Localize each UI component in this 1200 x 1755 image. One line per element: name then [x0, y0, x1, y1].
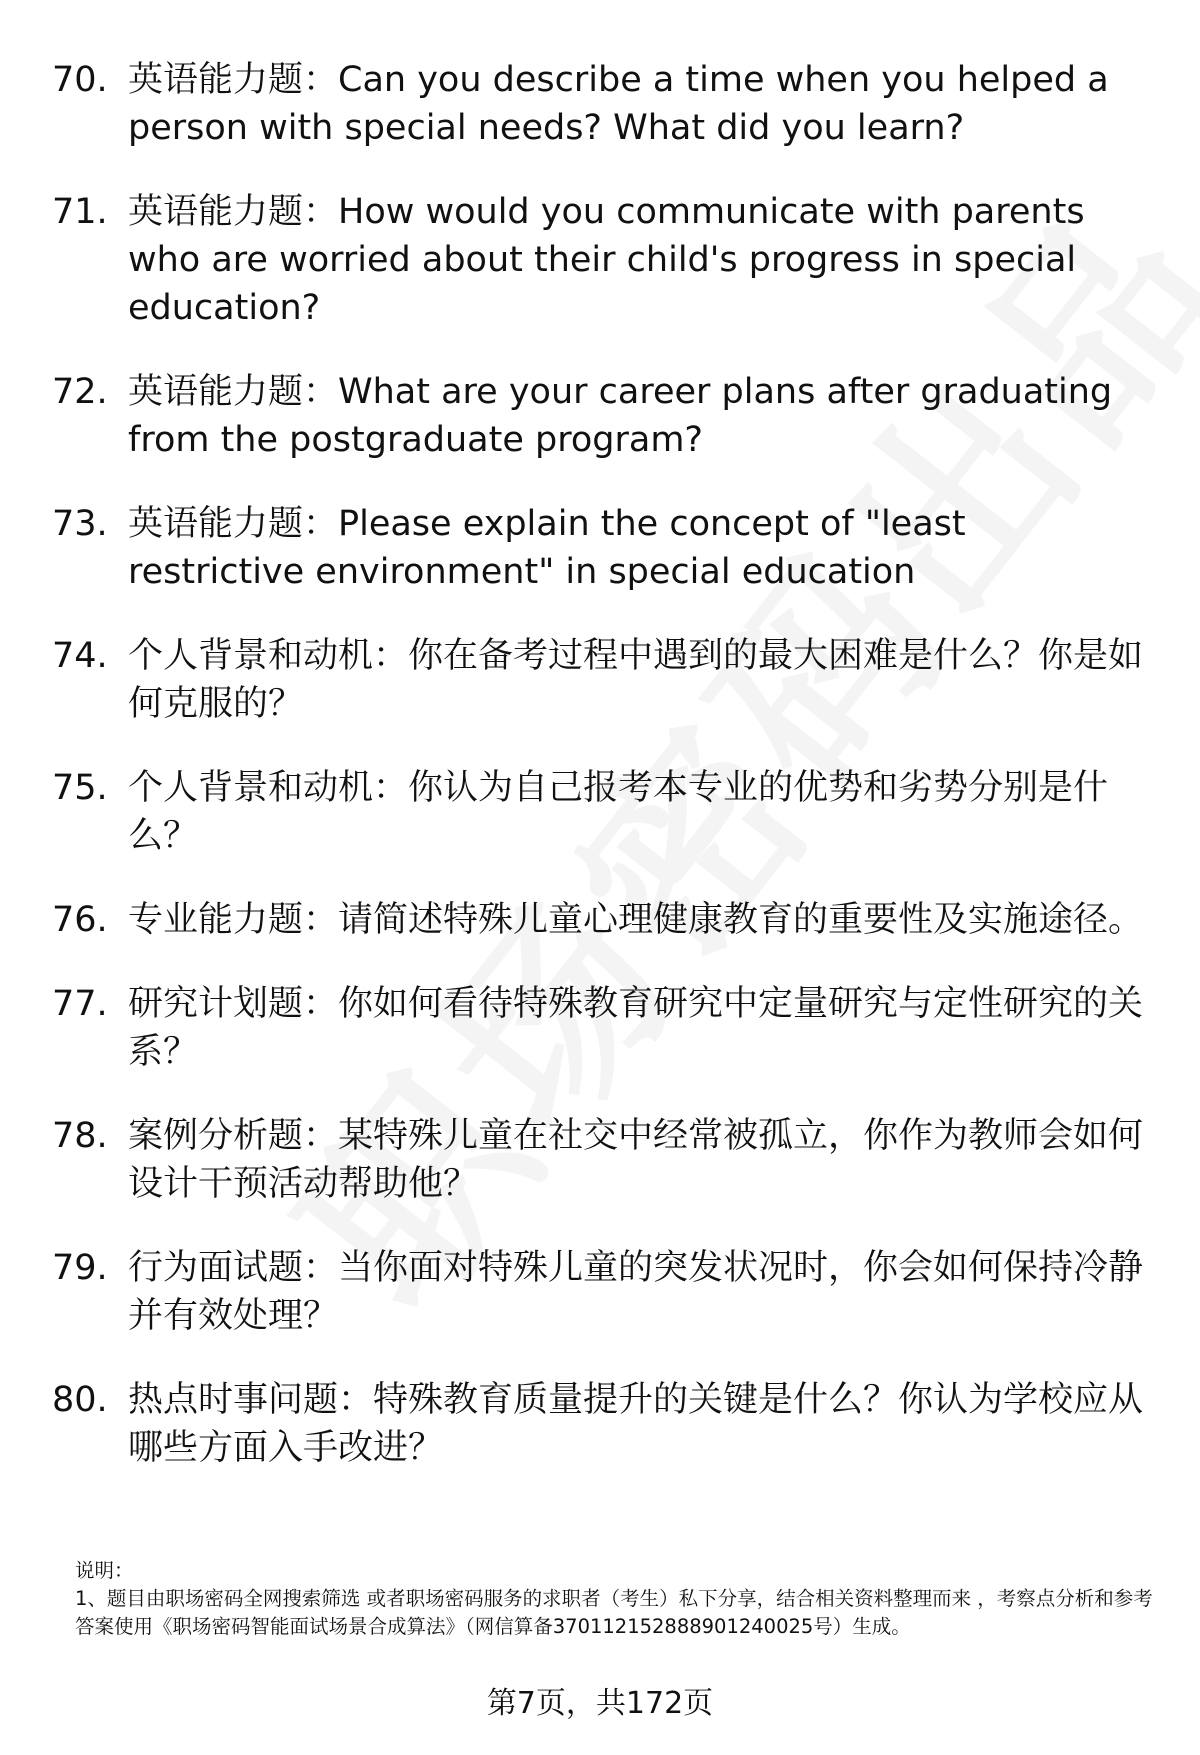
question-text: 英语能力题：Please explain the concept of "least restrictive environment" in special education: [128, 504, 966, 592]
question-number: 74.: [52, 636, 108, 676]
notes-heading: 说明：: [75, 1559, 134, 1582]
question-item: [52, 56, 1152, 152]
question-item: [52, 368, 1152, 464]
question-item: [52, 1244, 1152, 1340]
question-item: [52, 500, 1152, 596]
question-list: [52, 56, 1152, 1508]
question-item: [52, 764, 1152, 860]
question-number: 79.: [52, 1248, 108, 1288]
question-text: 英语能力题：What are your career plans after graduating from the postgraduate program?: [128, 372, 1113, 460]
question-number: 78.: [52, 1116, 108, 1156]
question-number: 77.: [52, 984, 108, 1024]
question-text: 研究计划题：你如何看待特殊教育研究中定量研究与定性研究的关系？: [128, 984, 1144, 1072]
question-number: 75.: [52, 768, 108, 808]
question-number: 70.: [52, 60, 108, 100]
question-text: 英语能力题：Can you describe a time when you helped a person with special needs? What did you learn?: [128, 60, 1109, 148]
question-text: 行为面试题：当你面对特殊儿童的突发状况时，你会如何保持冷静并有效处理？: [128, 1248, 1144, 1336]
question-number: 80.: [52, 1380, 108, 1420]
question-text: 专业能力题：请简述特殊儿童心理健康教育的重要性及实施途径。: [128, 900, 1144, 940]
question-text: 个人背景和动机：你认为自己报考本专业的优势和劣势分别是什么？: [128, 768, 1109, 856]
notes-section: [75, 1557, 1160, 1641]
question-text: 热点时事问题：特殊教育质量提升的关键是什么？你认为学校应从哪些方面入手改进？: [128, 1380, 1144, 1468]
question-number: 72.: [52, 372, 108, 412]
notes-body: 1、题目由职场密码全网搜索筛选 或者职场密码服务的求职者（考生）私下分享，结合相关资料整理而来 ，考察点分析和参考答案使用《职场密码智能面试场景合成算法》（网信算备370112152888901240025号）生成。: [75, 1587, 1153, 1638]
question-text: 英语能力题：How would you communicate with parents who are worried about their child's progress in special education?: [128, 192, 1085, 328]
question-item: [52, 632, 1152, 728]
page-footer: 第7页，共172页: [486, 1686, 714, 1721]
question-item: [52, 896, 1152, 944]
question-item: [52, 188, 1152, 332]
question-number: 71.: [52, 192, 108, 232]
question-text: 案例分析题：某特殊儿童在社交中经常被孤立，你作为教师会如何设计干预活动帮助他？: [128, 1116, 1144, 1204]
question-item: [52, 1112, 1152, 1208]
question-item: [52, 980, 1152, 1076]
question-number: 73.: [52, 504, 108, 544]
question-item: [52, 1376, 1152, 1472]
question-text: 个人背景和动机：你在备考过程中遇到的最大困难是什么？你是如何克服的？: [128, 636, 1144, 724]
question-number: 76.: [52, 900, 108, 940]
